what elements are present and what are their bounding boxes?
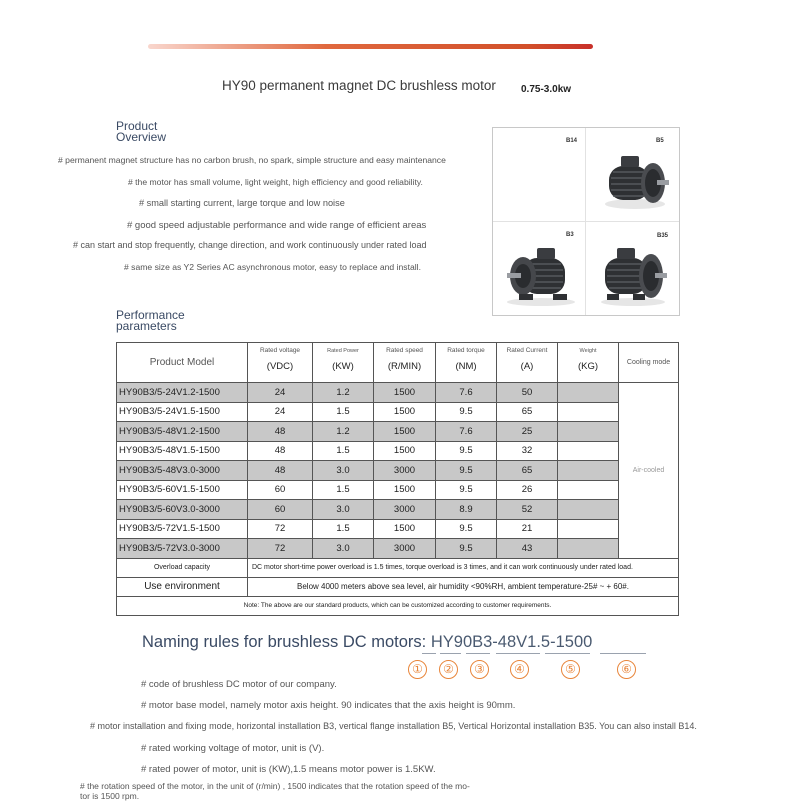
cell-speed: 1500 [374, 480, 436, 500]
environment-value: Below 4000 meters above sea level, air humidity <90%RH, ambient temperature-25# ~ + 60#. [248, 577, 679, 596]
header-speed [374, 343, 436, 383]
cell-current: 43 [497, 539, 558, 559]
rule-line: # rated power of motor, unit is (KW),1.5 means motor power is 1.5KW. [141, 764, 436, 775]
code-underline [422, 653, 436, 654]
cell-torque: 7.6 [436, 383, 497, 403]
cell-weight [558, 402, 619, 422]
rule-number-2: ② [439, 660, 458, 679]
cell-speed: 1500 [374, 402, 436, 422]
cell-speed: 3000 [374, 539, 436, 559]
header-voltage [248, 343, 313, 383]
naming-rules-label: Naming rules for brushless DC motors: [142, 633, 431, 651]
table-row [117, 480, 679, 500]
rule-number-6: ⑥ [617, 660, 636, 679]
cell-power: 1.5 [313, 402, 374, 422]
cell-power: 1.5 [313, 480, 374, 500]
code-underline [440, 653, 461, 654]
table-row [117, 500, 679, 520]
header-weight [558, 343, 619, 383]
rule-number-1: ① [408, 660, 427, 679]
cell-weight [558, 539, 619, 559]
cell-model: HY90B3/5-72V1.5-1500 [117, 519, 248, 539]
cell-weight [558, 383, 619, 403]
table-row [117, 441, 679, 461]
header-voltage-unit: (VDC) [266, 361, 294, 372]
environment-label: Use environment [117, 577, 248, 596]
rule-number-3: ③ [470, 660, 489, 679]
cell-model: HY90B3/5-72V3.0-3000 [117, 539, 248, 559]
cell-power: 1.2 [313, 383, 374, 403]
cell-torque: 9.5 [436, 480, 497, 500]
cell-cooling-mode: Air-cooled [619, 383, 679, 559]
cell-voltage: 48 [248, 441, 313, 461]
photo-label-b5: B5 [656, 138, 664, 144]
code-underline [496, 653, 540, 654]
overview-title-line2: Overview [116, 130, 167, 144]
accent-line [148, 44, 593, 49]
cell-model: HY90B3/5-60V3.0-3000 [117, 500, 248, 520]
header-power-label: Rated Power [327, 347, 359, 354]
rule-line: # motor installation and fixing mode, horizontal installation B3, vertical flange installation B5, Vertical Horizontal installation B35. You can also install B14. [90, 721, 697, 731]
cell-current: 32 [497, 441, 558, 461]
cell-voltage: 24 [248, 383, 313, 403]
header-current-label: Rated Current [506, 347, 548, 354]
cell-voltage: 48 [248, 422, 313, 442]
cell-current: 25 [497, 422, 558, 442]
overview-line: # good speed adjustable performance and wide range of efficient areas [127, 220, 427, 231]
note-row [117, 596, 679, 615]
header-cooling: Cooling mode [619, 343, 679, 383]
cell-speed: 1500 [374, 383, 436, 403]
overload-row [117, 558, 679, 577]
cell-torque: 9.5 [436, 402, 497, 422]
performance-title-line1: Performance [116, 308, 185, 322]
cell-current: 50 [497, 383, 558, 403]
photo-label-b14: B14 [566, 138, 578, 144]
cell-voltage: 72 [248, 519, 313, 539]
table-header-row [117, 343, 679, 383]
overview-title [116, 121, 166, 143]
code-underline [545, 653, 590, 654]
cell-power: 1.2 [313, 422, 374, 442]
table-row [117, 461, 679, 481]
cell-power: 1.5 [313, 519, 374, 539]
overview-line: # small starting current, large torque and low noise [139, 198, 345, 208]
page-title: HY90 permanent magnet DC brushless motor [222, 78, 496, 93]
cell-model: HY90B3/5-24V1.5-1500 [117, 402, 248, 422]
rule-line: tor is 1500 rpm. [80, 791, 140, 801]
cell-voltage: 72 [248, 539, 313, 559]
rule-line: # rated working voltage of motor, unit is (V). [141, 743, 325, 754]
cell-weight [558, 441, 619, 461]
overview-title-line1: Product [116, 119, 158, 133]
code-underline [600, 653, 646, 654]
photo-label-b35: B35 [657, 233, 669, 239]
cell-torque: 9.5 [436, 441, 497, 461]
overview-line: # same size as Y2 Series AC asynchronous motor, easy to replace and install. [124, 262, 421, 272]
header-speed-unit: (R/MIN) [387, 361, 422, 372]
cell-torque: 9.5 [436, 539, 497, 559]
motor-b3-image [501, 240, 581, 310]
performance-table [116, 342, 679, 616]
cell-voltage: 60 [248, 500, 313, 520]
overview-line: # the motor has small volume, light weight, high efficiency and good reliability. [128, 177, 423, 187]
cell-weight [558, 422, 619, 442]
cell-weight [558, 461, 619, 481]
cell-model: HY90B3/5-60V1.5-1500 [117, 480, 248, 500]
cell-speed: 3000 [374, 461, 436, 481]
overview-line: # can start and stop frequently, change direction, and work continuously under rated load [73, 240, 427, 250]
cell-weight [558, 519, 619, 539]
header-weight-unit: (KG) [577, 360, 599, 372]
naming-rules-code: HY90B3-48V1.5-1500 [430, 633, 593, 651]
cell-torque: 7.6 [436, 422, 497, 442]
photo-label-b3: B3 [566, 232, 574, 238]
header-speed-label: Rated speed [386, 347, 423, 354]
header-torque [436, 343, 497, 383]
cell-power: 3.0 [313, 500, 374, 520]
overload-value: DC motor short-time power overload is 1.5 times, torque overload is 3 times, and it can work continuously under rated load. [248, 558, 679, 577]
header-power-unit: (KW) [332, 360, 354, 372]
cell-power: 3.0 [313, 539, 374, 559]
cell-torque: 9.5 [436, 461, 497, 481]
motor-b35-image [593, 240, 673, 310]
cell-torque: 8.9 [436, 500, 497, 520]
table-row [117, 422, 679, 442]
cell-current: 52 [497, 500, 558, 520]
table-note: Note: The above are our standard products, which can be customized according to customer requirements. [117, 596, 679, 615]
table-row [117, 402, 679, 422]
cell-current: 65 [497, 402, 558, 422]
cell-current: 26 [497, 480, 558, 500]
rule-number-5: ⑤ [561, 660, 580, 679]
performance-title [116, 310, 185, 332]
table-row [117, 519, 679, 539]
cell-power: 3.0 [313, 461, 374, 481]
header-current [497, 343, 558, 383]
motor-b5-image [595, 146, 673, 216]
table-row [117, 383, 679, 403]
cell-model: HY90B3/5-24V1.2-1500 [117, 383, 248, 403]
header-weight-label: Weight [579, 347, 597, 354]
table-row [117, 539, 679, 559]
performance-title-line2: parameters [116, 319, 177, 333]
cell-voltage: 24 [248, 402, 313, 422]
cell-torque: 9.5 [436, 519, 497, 539]
environment-row [117, 577, 679, 596]
cell-voltage: 48 [248, 461, 313, 481]
rule-number-4: ④ [510, 660, 529, 679]
cell-weight [558, 480, 619, 500]
cell-current: 65 [497, 461, 558, 481]
power-range: 0.75-3.0kw [521, 84, 572, 95]
header-product-model: Product Model [117, 343, 248, 383]
cell-model: HY90B3/5-48V3.0-3000 [117, 461, 248, 481]
naming-rules-title [142, 633, 592, 652]
cell-speed: 1500 [374, 441, 436, 461]
code-underline [466, 653, 490, 654]
header-torque-unit: (NM) [455, 361, 477, 372]
rule-line: # the rotation speed of the motor, in the unit of (r/min) , 1500 indicates that the rotation speed of the mo- [80, 781, 470, 791]
header-torque-label: Rated torque [447, 347, 485, 354]
overview-line: # permanent magnet structure has no carbon brush, no spark, simple structure and easy maintenance [58, 155, 446, 165]
rule-line: # code of brushless DC motor of our company. [141, 679, 337, 690]
cell-weight [558, 500, 619, 520]
cell-voltage: 60 [248, 480, 313, 500]
cell-model: HY90B3/5-48V1.2-1500 [117, 422, 248, 442]
cell-speed: 1500 [374, 422, 436, 442]
cell-speed: 1500 [374, 519, 436, 539]
cell-current: 21 [497, 519, 558, 539]
rule-line: # motor base model, namely motor axis height. 90 indicates that the axis height is 90mm. [141, 700, 516, 711]
header-voltage-label: Rated voltage [259, 347, 301, 354]
cell-power: 1.5 [313, 441, 374, 461]
header-power [313, 343, 374, 383]
cell-model: HY90B3/5-48V1.5-1500 [117, 441, 248, 461]
overload-label: Overload capacity [117, 558, 248, 577]
motor-photo-panel [492, 127, 680, 316]
cell-speed: 3000 [374, 500, 436, 520]
header-current-unit: (A) [520, 361, 534, 372]
